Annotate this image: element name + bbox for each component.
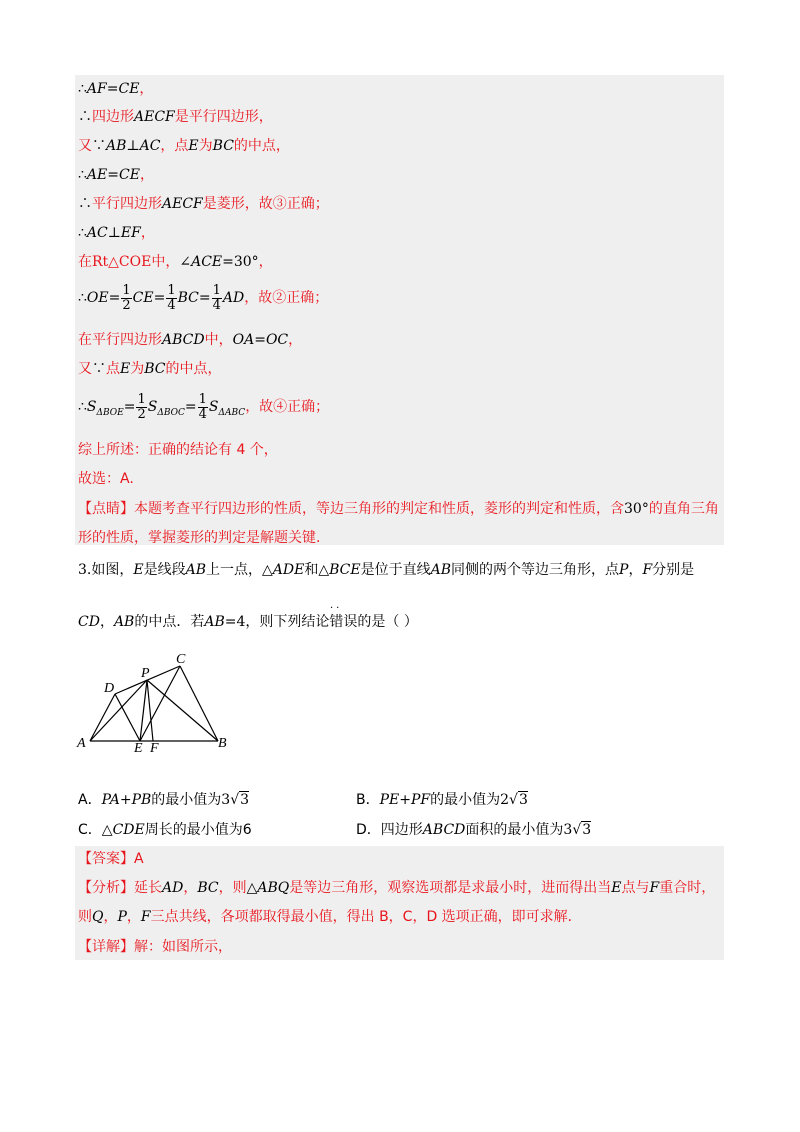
solution-line-6: ∴AC⊥EF， [78,225,155,241]
analysis-line-1: 【分析】延长AD，BC，则△ABQ是等边三角形，观察选项都是求最小时，进而得出当E点与F重合时， [78,880,716,896]
label-b: B [218,736,227,751]
solution-line-2: ∴四边形AECF是平行四边形， [78,109,273,125]
solution-remark-1: 【点睛】本题考查平行四边形的性质，等边三角形的判定和性质，菱形的判定和性质，含30°的直角三角 [78,501,719,517]
label-f: F [150,741,159,756]
label-d: D [104,681,115,696]
solution-remark-2: 形的性质，掌握菱形的判定是解题关键. [78,530,321,546]
solution-line-13: 故选：A. [78,471,134,487]
solution-line-9: 在平行四边形ABCD中，OA=OC， [78,332,303,348]
option-a[interactable]: A．PA+PB的最小值为3√3 [78,792,250,808]
solution-line-11: $\therefore S_{\Delta BOE}=$ $\frac{1}{2}$ $S_{\Delta BOC}=$ $\frac{1}{4}$ $S_{\Delta ABC}$，故④正确； [78,391,330,422]
question3-line2: CD，AB的中点．若AB=4，则下列结论错误的是（ ） [78,614,418,630]
geometry-figure [75,650,227,756]
solution-line-8: ∴OE= $\frac{1}{2}$ CE= $\frac{1}{4}$ BC= $\frac{1}{4}$ AD，故②正确； [78,282,329,313]
label-e: E [134,741,143,756]
answer-line: 【答案】A [78,851,144,867]
label-p: P [141,666,150,681]
option-c[interactable]: C．△CDE周长的最小值为6 [78,822,252,838]
solution-line-3: 又∵AB⊥AC，点E为BC的中点， [78,138,290,154]
analysis-line-2: 则Q，P，F三点共线，各项都取得最小值，得出 B，C，D 选项正确，即可求解． [78,909,582,925]
solution-line-1: ∴AF=CE， [78,81,154,97]
label-c: C [176,652,186,667]
emphasis-dots: ·· [330,603,343,614]
solution-line-10: 又∵点E为BC的中点， [78,361,222,377]
option-d[interactable]: D．四边形ABCD面积的最小值为3√3 [356,822,592,838]
detail-line: 【详解】解：如图所示， [78,939,232,955]
solution-line-4: ∴AE=CE， [78,167,154,183]
solution-line-5: ∴平行四边形AECF是菱形，故③正确； [78,196,329,212]
label-a: A [77,736,86,751]
option-b[interactable]: B．PE+PF的最小值为2√3 [356,792,528,808]
question3-line1: 3.如图，E是线段AB上一点，△ADE和△BCE是位于直线AB同侧的两个等边三角形，点P，F分别是 [78,562,695,578]
solution-line-7: 在Rt△COE中，∠ACE=30°， [78,254,273,270]
solution-line-12: 综上所述：正确的结论有 4 个， [78,442,278,458]
